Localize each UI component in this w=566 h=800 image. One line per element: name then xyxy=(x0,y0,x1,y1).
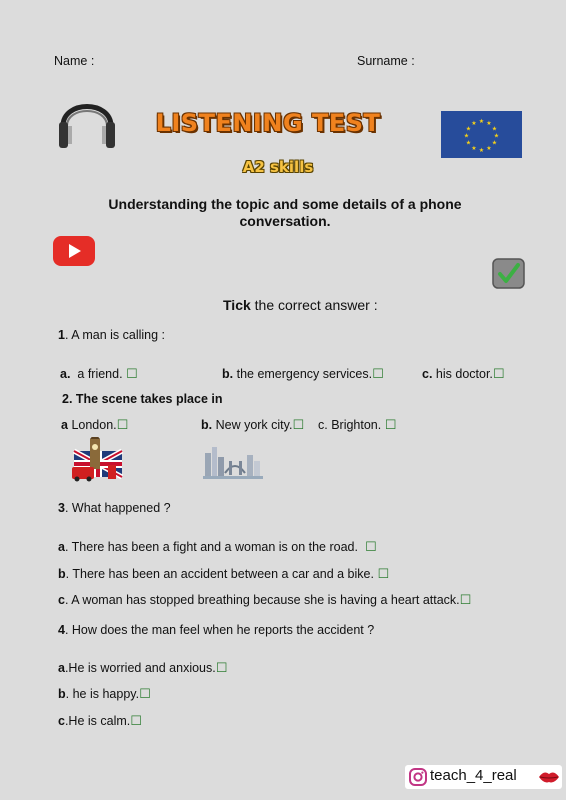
checkbox[interactable]: ☐ xyxy=(126,366,138,381)
question-3: 3. What happened ? xyxy=(58,501,171,515)
q4-option-a[interactable]: a.He is worried and anxious.☐ xyxy=(58,660,228,675)
instagram-icon xyxy=(409,768,427,786)
svg-text:★: ★ xyxy=(478,147,485,154)
instruction-bold: Tick xyxy=(223,297,251,313)
new-york-illustration xyxy=(203,443,263,479)
q3-option-b[interactable]: b. There has been an accident between a car and a bike. ☐ xyxy=(58,566,390,581)
q2-option-c[interactable]: c. Brighton. ☐ xyxy=(318,417,397,432)
page-title: LISTENING TEST xyxy=(155,109,381,137)
svg-text:★: ★ xyxy=(491,125,498,133)
london-illustration xyxy=(68,437,128,483)
instruction xyxy=(223,297,378,313)
footer-handle: teach_4_real xyxy=(430,767,517,784)
checkbox[interactable]: ☐ xyxy=(116,417,129,432)
q4-option-b[interactable]: b. he is happy.☐ xyxy=(58,686,151,701)
checkbox[interactable]: ☐ xyxy=(364,539,377,554)
svg-text:★: ★ xyxy=(491,139,498,147)
checkbox[interactable]: ☐ xyxy=(492,366,505,381)
checkbox[interactable]: ☐ xyxy=(384,417,397,432)
youtube-icon[interactable] xyxy=(53,236,95,266)
intro-line-1: Understanding the topic and some details of a phone xyxy=(108,196,462,212)
question-1: 1. A man is calling : xyxy=(58,328,166,342)
svg-text:★: ★ xyxy=(471,120,477,127)
instruction-text: the correct answer : xyxy=(254,297,378,313)
svg-text:★: ★ xyxy=(486,120,492,127)
svg-text:★: ★ xyxy=(465,125,472,133)
checkmark-icon xyxy=(492,258,525,289)
checkbox[interactable]: ☐ xyxy=(292,417,305,432)
intro-line-2: conversation. xyxy=(239,213,331,229)
q1-option-c[interactable]: c. his doctor.☐ xyxy=(422,366,505,381)
q3-option-c[interactable]: c. A woman has stopped breathing because she is having a heart attack.☐ xyxy=(58,592,472,607)
q4-option-c[interactable]: c.He is calm.☐ xyxy=(58,713,142,728)
name-label: Name : xyxy=(54,54,95,68)
checkbox[interactable]: ☐ xyxy=(459,592,472,607)
footer-watermark xyxy=(405,765,562,789)
checkbox[interactable]: ☐ xyxy=(377,566,390,581)
question-2: 2. The scene takes place in xyxy=(62,392,223,406)
page-subtitle: A2 skills xyxy=(242,158,314,176)
svg-text:★: ★ xyxy=(486,145,492,152)
svg-text:★: ★ xyxy=(478,118,485,125)
checkbox[interactable]: ☐ xyxy=(139,686,151,701)
svg-text:★: ★ xyxy=(493,132,500,140)
eu-flag-icon xyxy=(441,111,522,158)
checkbox[interactable]: ☐ xyxy=(215,660,228,675)
surname-label: Surname : xyxy=(357,54,415,68)
q1-option-a[interactable]: a. a friend. ☐ xyxy=(60,366,138,381)
question-4: 4. How does the man feel when he reports the accident ? xyxy=(58,623,375,637)
q2-option-b[interactable]: b. New york city.☐ xyxy=(201,417,305,432)
checkbox[interactable]: ☐ xyxy=(372,366,384,381)
headphones-icon xyxy=(55,90,119,154)
svg-text:★: ★ xyxy=(465,139,472,147)
svg-text:★: ★ xyxy=(471,145,477,152)
checkbox[interactable]: ☐ xyxy=(130,713,142,728)
q2-option-a[interactable]: a London.☐ xyxy=(61,417,129,432)
q3-option-a[interactable]: a. There has been a fight and a woman is on the road. ☐ xyxy=(58,539,377,554)
svg-text:★: ★ xyxy=(463,132,470,140)
lips-icon xyxy=(538,770,560,784)
q1-option-b[interactable]: b. the emergency services.☐ xyxy=(222,366,384,381)
